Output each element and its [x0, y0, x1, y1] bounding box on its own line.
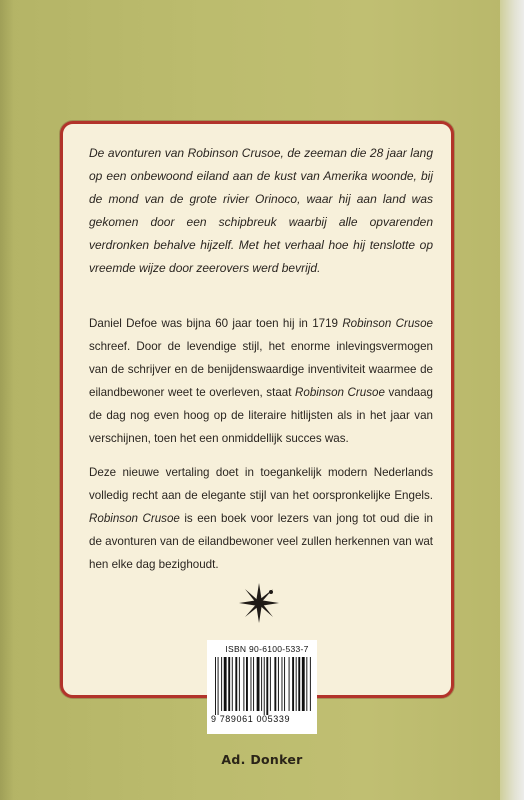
- paragraph-2-text-2: schreef. Door de levendige stijl, het enorme inlevingsvermogen van de schrijver en de benijdenswaardige inventiviteit waarmee de eilandbewoner weet te overleven, staat: [89, 340, 433, 399]
- blurb-paragraph-3: [89, 461, 433, 576]
- paragraph-3-text-2: is een boek voor lezers van jong tot oud die in de avonturen van de eilandbewoner veel zullen herkennen van wat hen elke dag bezighoudt.: [89, 512, 433, 571]
- ean-digits: 9 789061 005339: [211, 714, 291, 724]
- blurb-paragraph-1: De avonturen van Robinson Crusoe, de zeeman die 28 jaar lang op een onbewoond eiland aan de kust van Amerika woonde, bij de mond van de grote rivier Orinoco, waar hij aan land was gekomen door een schipbreuk waarbij alle opvarenden verdronken behalve hijzelf. Met het verhaal hoe hij tenslotte op vreemde wijze door zeerovers werd bevrijd.: [89, 146, 433, 275]
- paragraph-2-text-1: Daniel Defoe was bijna 60 jaar toen hij in 1719: [89, 317, 343, 330]
- blurb-paragraph-2: [89, 312, 433, 450]
- compass-star-icon: [238, 582, 280, 624]
- barcode-bars: [211, 657, 313, 715]
- book-title-reference: Robinson Crusoe: [295, 386, 385, 399]
- publisher-name: Ad. Donker: [221, 752, 303, 767]
- book-title-reference: Robinson Crusoe: [89, 512, 180, 525]
- page-edge: [500, 0, 524, 800]
- paragraph-3-text-1: Deze nieuwe vertaling doet in toegankelijk modern Nederlands volledig recht aan de elegante stijl van het oorspronkelijke Engels.: [89, 466, 433, 502]
- book-title-reference: Robinson Crusoe: [342, 317, 433, 330]
- isbn-label: ISBN 90-6100-533-7: [225, 644, 309, 654]
- isbn-barcode: [207, 640, 317, 734]
- paragraph-2-text-3: vandaag de dag nog even hoog op de literaire hitlijsten als in het jaar van verschijnen, toen het een onmiddellijk succes was.: [89, 386, 433, 445]
- spine-shadow: [0, 0, 14, 800]
- blurb-panel: [60, 121, 454, 698]
